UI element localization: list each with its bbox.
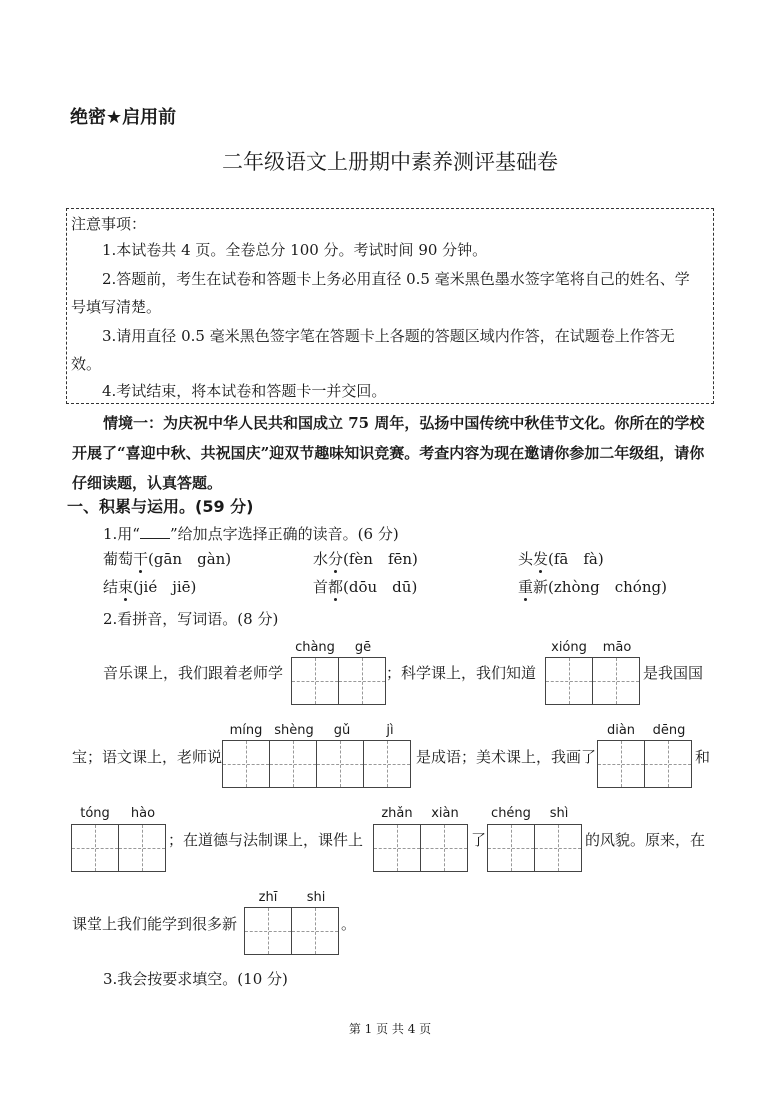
notice-heading: 注意事项：: [71, 215, 147, 233]
pinyin-label: gē: [354, 640, 372, 655]
pinyin-label: tóng: [80, 806, 110, 821]
dotted-char: 分: [328, 550, 344, 568]
confidential-label: 绝密★启用前: [70, 107, 177, 128]
writing-cell[interactable]: [363, 740, 411, 788]
pinyin-label: māo: [602, 640, 632, 655]
writing-cell[interactable]: [118, 824, 166, 872]
word-text: 新: [533, 578, 549, 596]
word-text: 水: [313, 550, 329, 568]
writing-grid[interactable]: [244, 907, 339, 955]
notice-line-3a: 3.请用直径 0.5 毫米黑色签字笔在答题卡上各题的答题区域内作答，在试题卷上作答无: [102, 327, 675, 345]
writing-grid[interactable]: [222, 740, 411, 788]
pinyin-label: diàn: [606, 723, 636, 738]
sentence-text: 课堂上我们能学到很多新: [72, 915, 238, 933]
notice-line-1: 1.本试卷共 4 页。全卷总分 100 分。考试时间 90 分钟。: [102, 241, 488, 259]
writing-cell[interactable]: [338, 657, 386, 705]
notice-line-2a: 2.答题前，考生在试卷和答题卡上务必用直径 0.5 毫米黑色墨水签字笔将自己的姓名、学: [102, 270, 690, 288]
dotted-char: 都: [328, 578, 344, 596]
writing-cell[interactable]: [316, 740, 364, 788]
pinyin-options[interactable]: (jié jiē): [133, 578, 197, 596]
q1-item: [103, 576, 196, 597]
sentence-text: 宝；语文课上，老师说: [72, 748, 223, 766]
dotted-char: 发: [533, 550, 549, 568]
notice-line-2b: 号填写清楚。: [71, 298, 162, 316]
pinyin-label: hào: [130, 806, 156, 821]
writing-cell[interactable]: [269, 740, 317, 788]
writing-cell[interactable]: [592, 657, 640, 705]
pinyin-options[interactable]: (dōu dū): [343, 578, 418, 596]
pinyin-label: shèng: [274, 723, 314, 738]
q3-title: 3.我会按要求填空。(10 分): [103, 970, 288, 988]
writing-cell[interactable]: [291, 657, 339, 705]
q1-item: [518, 576, 667, 597]
sentence-text: 了: [471, 831, 487, 849]
sentence-text: 是成语；美术课上，我画了: [416, 748, 597, 766]
word-text: 葡萄: [103, 550, 134, 568]
q1-item: [313, 548, 418, 569]
q1-item: [103, 548, 231, 569]
page-footer: 第 1 页 共 4 页: [348, 1022, 432, 1036]
dotted-char: 束: [118, 578, 134, 596]
notice-line-3b: 效。: [71, 355, 102, 373]
writing-cell[interactable]: [222, 740, 270, 788]
pinyin-options[interactable]: (fèn fēn): [343, 550, 418, 568]
pinyin-label: zhī: [258, 890, 278, 905]
sentence-text: 音乐课上，我们跟着老师学: [103, 664, 284, 682]
sentence-text: ；在道德与法制课上，课件上: [168, 831, 364, 849]
dotted-char: 重: [518, 578, 534, 596]
writing-cell[interactable]: [420, 824, 468, 872]
writing-cell[interactable]: [71, 824, 119, 872]
pinyin-label: zhǎn: [381, 806, 413, 821]
writing-grid[interactable]: [545, 657, 640, 705]
q1-item: [518, 548, 604, 569]
writing-cell[interactable]: [644, 740, 692, 788]
q1-item: [313, 576, 417, 597]
pinyin-label: míng: [229, 723, 263, 738]
writing-cell[interactable]: [597, 740, 645, 788]
sentence-text: 。: [341, 915, 357, 933]
writing-cell[interactable]: [545, 657, 593, 705]
pinyin-label: chéng: [491, 806, 531, 821]
notice-line-4: 4.考试结束，将本试卷和答题卡一并交回。: [102, 382, 387, 400]
scenario-paragraph: 情境一：为庆祝中华人民共和国成立 75 周年，弘扬中国传统中秋佳节文化。你所在的学校开展了“喜迎中秋、共祝国庆”迎双节趣味知识竞赛。考查内容为现在邀请你参加二年级组，请你仔细读题，认真答题。: [72, 414, 705, 492]
pinyin-label: shi: [306, 890, 326, 905]
pinyin-label: dēng: [652, 723, 686, 738]
writing-cell[interactable]: [244, 907, 292, 955]
sentence-text: 是我国国: [643, 664, 704, 682]
sentence-text: 的风貌。原来，在: [585, 831, 706, 849]
word-text: 头: [518, 550, 534, 568]
writing-grid[interactable]: [487, 824, 582, 872]
dotted-char: 干: [133, 550, 149, 568]
pinyin-label: xiàn: [431, 806, 459, 821]
page-title: 二年级语文上册期中素养测评基础卷: [222, 150, 558, 174]
word-text: 首: [313, 578, 329, 596]
q1-prompt: [103, 523, 399, 544]
pinyin-options[interactable]: (zhòng chóng): [548, 578, 667, 596]
pinyin-label: chàng: [295, 640, 335, 655]
sentence-text: ；科学课上，我们知道: [386, 664, 537, 682]
writing-grid[interactable]: [71, 824, 166, 872]
writing-grid[interactable]: [291, 657, 386, 705]
section-heading: 一、积累与运用。(59 分): [67, 497, 254, 516]
pinyin-label: shì: [549, 806, 569, 821]
q1-suffix: ”给加点字选择正确的读音。(6 分): [169, 525, 399, 543]
pinyin-label: gǔ: [333, 723, 351, 738]
q1-prefix: 1.用“: [103, 525, 140, 543]
q2-title: 2.看拼音，写词语。(8 分): [103, 610, 279, 628]
word-text: 结: [103, 578, 119, 596]
pinyin-options[interactable]: (fā fà): [548, 550, 604, 568]
sentence-text: 和: [695, 748, 711, 766]
writing-grid[interactable]: [373, 824, 468, 872]
pinyin-options[interactable]: (gān gàn): [148, 550, 232, 568]
writing-cell[interactable]: [487, 824, 535, 872]
pinyin-label: xióng: [551, 640, 587, 655]
notice-box: [66, 208, 714, 404]
writing-cell[interactable]: [291, 907, 339, 955]
pinyin-label: jì: [386, 723, 394, 738]
writing-cell[interactable]: [373, 824, 421, 872]
writing-cell[interactable]: [534, 824, 582, 872]
writing-grid[interactable]: [597, 740, 692, 788]
answer-underline: [140, 526, 170, 539]
